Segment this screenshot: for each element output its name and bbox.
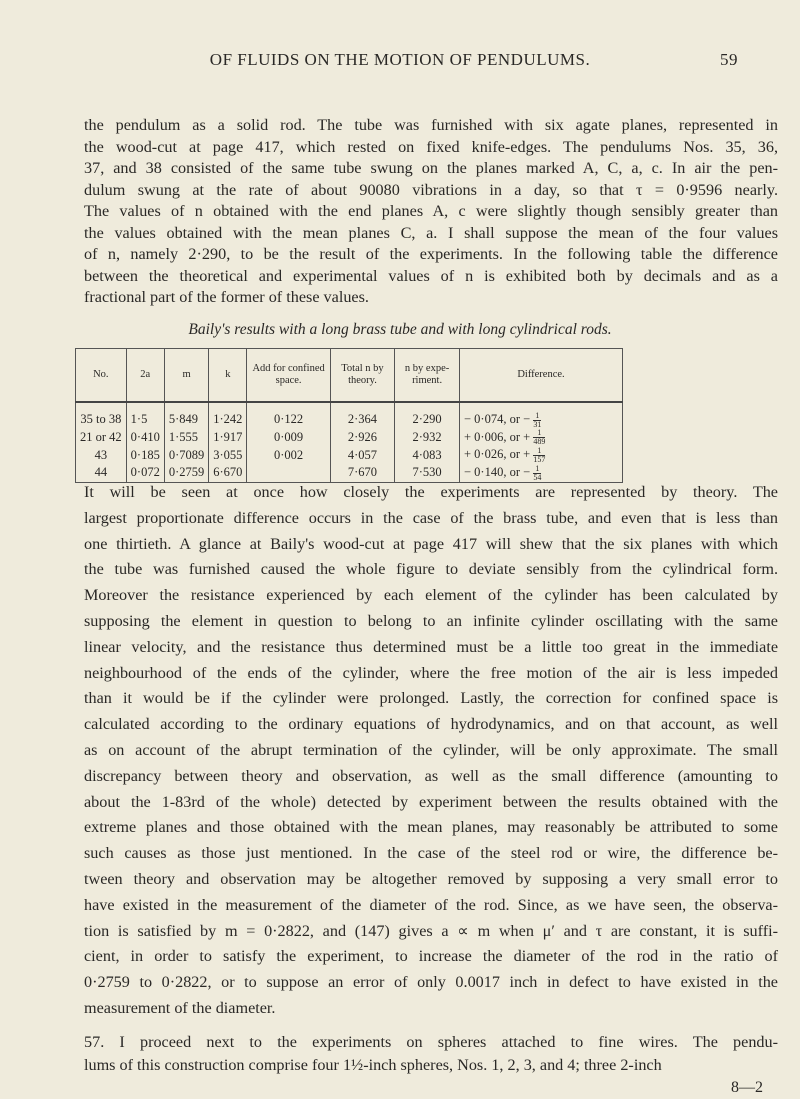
cell-total: 2·926: [330, 429, 394, 447]
numerator: 1: [533, 429, 545, 438]
denominator: 31: [533, 419, 542, 429]
text-line: lums of this construction comprise four 1½-inch spheres, Nos. 1, 2, 3, and 4; three 2-inch: [84, 1055, 662, 1074]
text-line: between the theoretical and experimental values of n is exhibited both by decimals and as a: [84, 266, 778, 285]
cell-total: 2·364: [330, 402, 394, 429]
cell-exp: 7·530: [395, 464, 460, 482]
text-line: one thirtieth. A glance at Baily's wood-cut at page 417 will shew that the six planes with which: [84, 534, 778, 553]
text-line: have existed in the measurement of the diameter of the rod. Since, as we have seen, the observa-: [84, 895, 778, 914]
signature-mark: 8—2: [731, 1079, 763, 1096]
cell-m: 5·849: [164, 402, 208, 429]
fraction: [533, 465, 541, 482]
difference-text: − 0·074, or −: [464, 412, 531, 426]
text-line: cient, in order to satisfy the experiment, to increase the diameter of the rod in the ratio of: [84, 947, 778, 966]
text-line: tween theory and observation may be altogether removed by supposing a very small error to: [84, 869, 778, 888]
text-line: linear velocity, and the resistance thus determined must be a little too great in the immediate: [84, 637, 778, 656]
column-header: Difference.: [460, 349, 623, 403]
column-header: 2a: [126, 349, 164, 403]
text-line: about the 1-83rd of the whole) detected by experiment between the results obtained with the: [84, 792, 778, 811]
cell-a2: 1·5: [126, 402, 164, 429]
cell-no: 44: [76, 464, 127, 482]
text-line: 57. I proceed next to the experiments on spheres attached to fine wires. The pendu-: [84, 1033, 778, 1051]
cell-difference: [460, 429, 623, 447]
text-line: measurement of the diameter.: [84, 998, 276, 1017]
text-line: fractional part of the former of these values.: [84, 288, 369, 306]
cell-add: 0·122: [247, 402, 330, 429]
difference-text: + 0·006, or +: [464, 429, 531, 444]
text-line: The values of n obtained with the end planes A, c were slightly though sensibly greater than: [84, 202, 778, 220]
cell-no: 35 to 38: [76, 402, 127, 429]
numerator: 1: [535, 410, 540, 420]
text-line: discrepancy between theory and observation, as well as the small difference (amounting to: [84, 766, 778, 785]
difference-text: + 0·026, or +: [464, 447, 531, 462]
paragraph-1: [84, 115, 778, 309]
cell-k: 3·055: [209, 446, 247, 464]
cell-difference: [460, 402, 623, 429]
column-header: No.: [76, 349, 127, 403]
cell-exp: 2·290: [395, 402, 460, 429]
text-line: than it would be if the cylinder were prolonged. Lastly, the correction for confined space is: [84, 689, 778, 708]
denominator: 54: [533, 472, 542, 482]
paragraph-2: [84, 480, 778, 1022]
text-line: calculated according to the ordinary equations of hydrodynamics, and on that account, as well: [84, 715, 778, 734]
cell-difference: [460, 446, 623, 464]
cell-a2: 0·072: [126, 464, 164, 482]
cell-m: 0·7089: [164, 446, 208, 464]
text-line: the wood-cut at page 417, which rested on fixed knife-edges. The pendulums Nos. 35, 36,: [84, 137, 778, 156]
text-line: neighbourhood of the ends of the cylinder, where the free motion of the air is less impeded: [84, 663, 778, 682]
text-line: extreme planes and those obtained with the mean planes, may reasonably be attributed to some: [84, 818, 778, 837]
fraction: [533, 447, 545, 464]
cell-a2: 0·185: [126, 446, 164, 464]
cell-m: 1·555: [164, 429, 208, 447]
running-header: [0, 50, 800, 74]
text-line: 37, and 38 consisted of the same tube swung on the planes marked A, C, a, c. In air the pen-: [84, 159, 778, 177]
cell-add: 0·002: [247, 446, 330, 464]
text-line: as on account of the abrupt termination of the cylinder, will be only approximate. The small: [84, 740, 778, 759]
text-line: tion is satisfied by m = 0·2822, and (147) gives a ∝ m when μ′ and τ are constant, it is suffi-: [84, 921, 778, 940]
fraction: [533, 412, 541, 429]
text-line: the values obtained with the mean planes C, a. I shall suppose the mean of the four values: [84, 223, 778, 242]
text-line: of n, namely 2·290, to be the result of the experiments. In the following table the difference: [84, 245, 778, 263]
numerator: 1: [533, 447, 545, 456]
table-row: [76, 402, 623, 429]
text-line: dulum swung at the rate of about 90080 vibrations in a day, so that τ = 0·9596 nearly.: [84, 180, 778, 199]
fraction: [533, 429, 545, 446]
column-header: Total n by theory.: [330, 349, 394, 403]
text-line: such causes as those just mentioned. In the case of the steel rod or wire, the difference be-: [84, 844, 778, 863]
cell-exp: 2·932: [395, 429, 460, 447]
table-caption: Baily's results with a long brass tube and with long cylindrical rods.: [188, 321, 612, 338]
cell-add: 0·009: [247, 429, 330, 447]
column-header: k: [209, 349, 247, 403]
cell-k: 1·917: [209, 429, 247, 447]
page-number: 59: [720, 50, 738, 69]
cell-total: 7·670: [330, 464, 394, 482]
cell-no: 43: [76, 446, 127, 464]
column-header: m: [164, 349, 208, 403]
column-header: n by expe-riment.: [395, 349, 460, 403]
text-line: supposing the element in question to belong to an infinite cylinder oscillating with the same: [84, 611, 778, 630]
denominator: 489: [533, 437, 546, 447]
cell-m: 0·2759: [164, 464, 208, 482]
text-line: largest proportionate difference occurs in the case of the brass tube, and even that is less than: [84, 508, 778, 527]
table-row: [76, 429, 623, 447]
text-line: the tube was furnished caused the whole figure to deviate sensibly from the cylindrical form.: [84, 560, 778, 579]
text-line: the pendulum as a solid rod. The tube was furnished with six agate planes, represented in: [84, 116, 778, 134]
text-line: 0·2759 to 0·2822, or to suppose an error of only 0.0017 inch in defect to have existed in the: [84, 973, 778, 992]
denominator: 157: [533, 454, 546, 464]
table-row: [76, 446, 623, 464]
numerator: 1: [535, 463, 540, 473]
cell-a2: 0·410: [126, 429, 164, 447]
cell-k: 1·242: [209, 402, 247, 429]
cell-total: 4·057: [330, 446, 394, 464]
header-title: OF FLUIDS ON THE MOTION OF PENDULUMS.: [209, 50, 591, 69]
difference-text: − 0·140, or −: [464, 464, 531, 479]
text-line: It will be seen at once how closely the experiments are represented by theory. The: [84, 483, 778, 501]
column-header: Add for confined space.: [247, 349, 330, 403]
text-line: Moreover the resistance experienced by each element of the cylinder has been calculated by: [84, 586, 778, 605]
cell-k: 6·670: [209, 464, 247, 482]
cell-no: 21 or 42: [76, 429, 127, 447]
cell-exp: 4·083: [395, 446, 460, 464]
results-table: [75, 348, 623, 483]
paragraph-3: [84, 1031, 778, 1076]
